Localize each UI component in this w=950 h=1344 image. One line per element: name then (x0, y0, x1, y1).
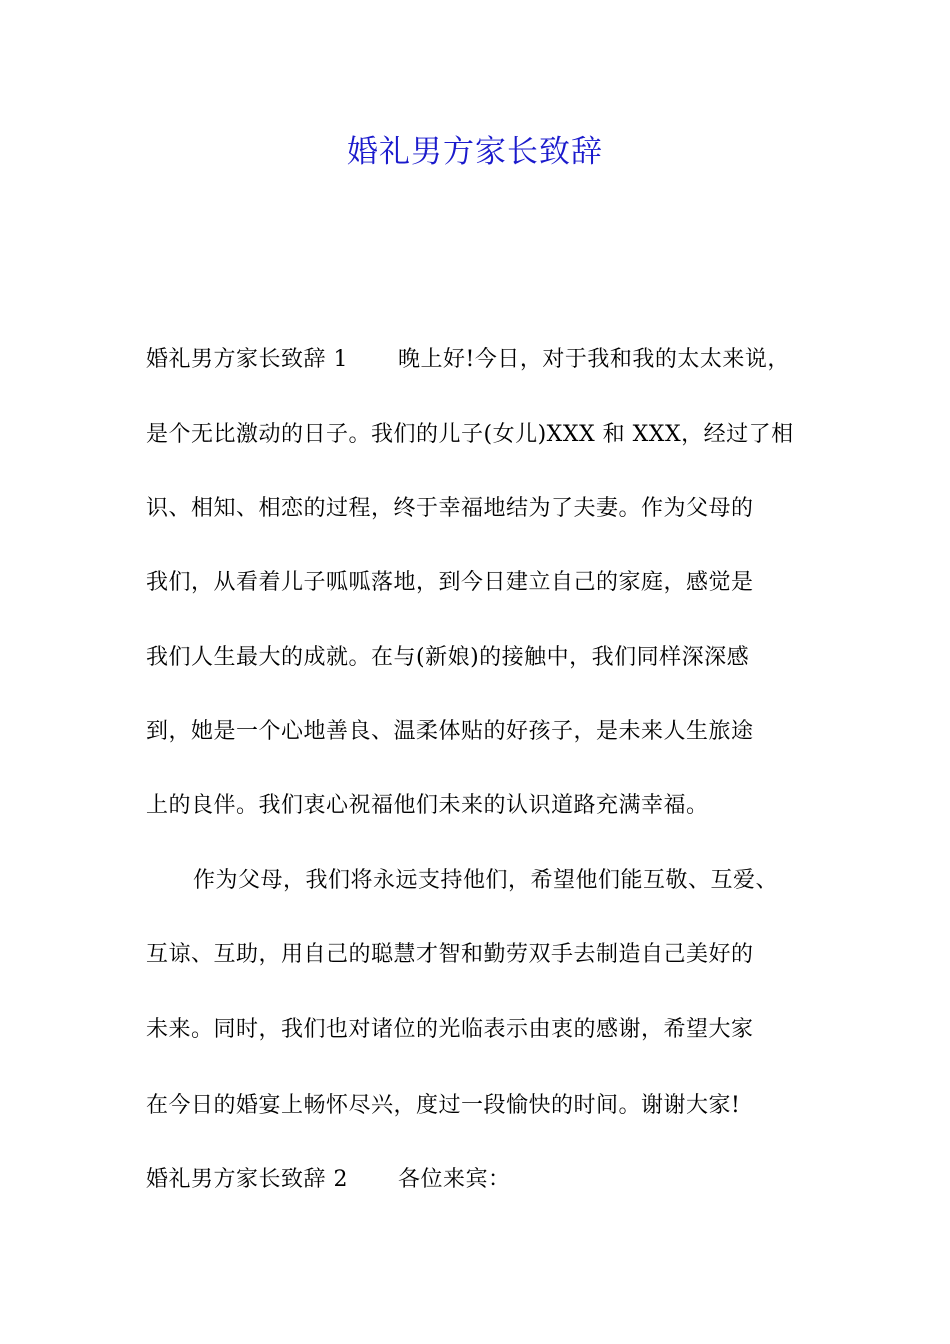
paragraph-text: 晚上好!今日，对于我和我的太太来说， (398, 347, 790, 372)
text-line-7: 上的良伴。我们衷心祝福他们未来的认识道路充满幸福。 (146, 793, 709, 818)
document-title: 婚礼男方家长致辞 (347, 134, 603, 170)
text-line-5: 我们人生最大的成就。在与(新娘)的接触中，我们同样深深感 (146, 645, 750, 670)
section-heading-2: 婚礼男方家长致辞 2 (146, 1167, 348, 1192)
section-heading-1: 婚礼男方家长致辞 1 (146, 347, 348, 372)
text-line-2: 是个无比激动的日子。我们的儿子(女儿)XXX 和 XXX，经过了相 (146, 422, 794, 447)
text-line-12 (146, 1165, 511, 1195)
text-line-1 (146, 345, 790, 375)
text-line-6: 到，她是一个心地善良、温柔体贴的好孩子，是未来人生旅途 (146, 719, 754, 744)
text-line-10: 未来。同时，我们也对诸位的光临表示由衷的感谢，希望大家 (146, 1017, 754, 1042)
text-line-9: 互谅、互助，用自己的聪慧才智和勤劳双手去制造自己美好的 (146, 942, 754, 967)
greeting-text: 各位来宾： (398, 1167, 511, 1192)
text-line-3: 识、相知、相恋的过程，终于幸福地结为了夫妻。作为父母的 (146, 496, 754, 521)
text-line-11: 在今日的婚宴上畅怀尽兴，度过一段愉快的时间。谢谢大家! (146, 1093, 741, 1118)
text-line-8: 作为父母，我们将永远支持他们，希望他们能互敬、互爱、 (193, 868, 779, 893)
text-line-4: 我们，从看着儿子呱呱落地，到今日建立自己的家庭，感觉是 (146, 570, 754, 595)
